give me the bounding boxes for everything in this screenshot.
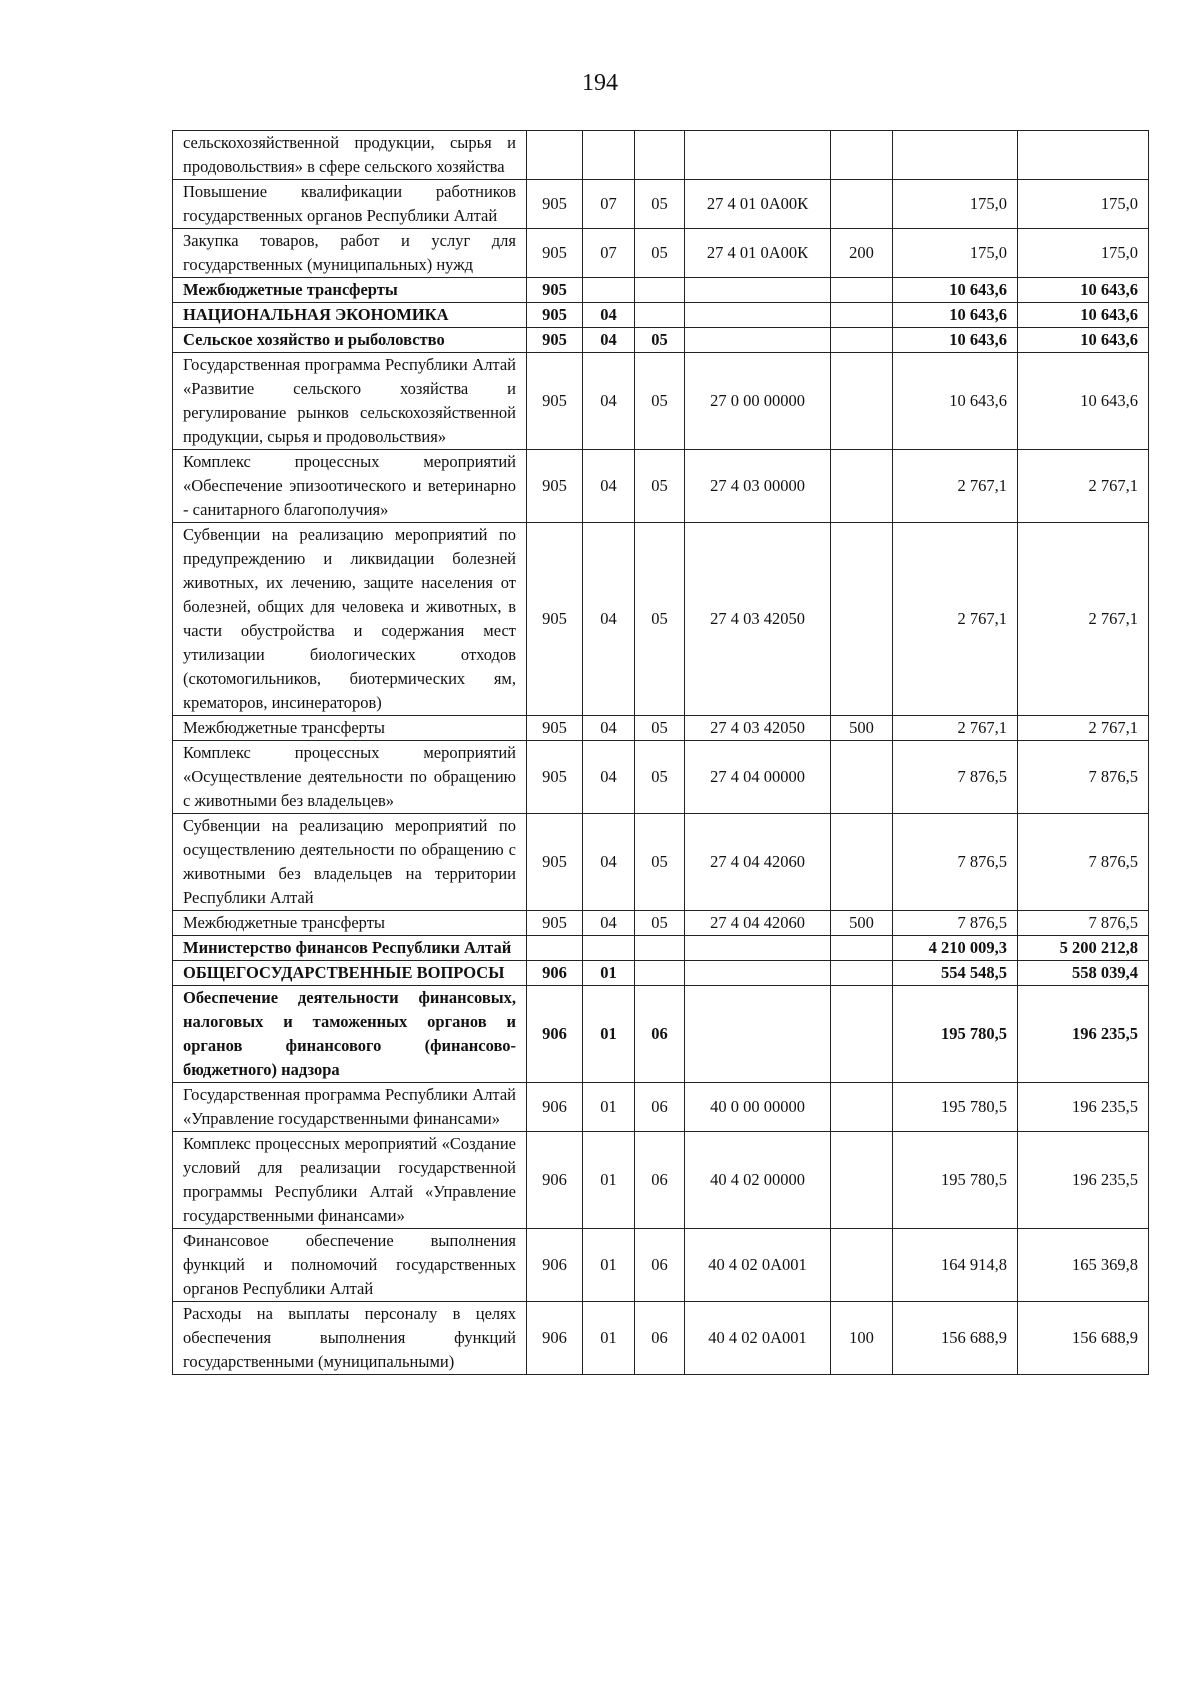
budget-table-body	[173, 131, 1149, 1375]
row-amount-year2: 175,0	[1018, 229, 1149, 278]
row-grbs-code: 905	[527, 303, 583, 328]
row-expense-type	[831, 131, 893, 180]
row-amount-year1: 10 643,6	[893, 353, 1018, 450]
table-row	[173, 1302, 1149, 1375]
table-row	[173, 814, 1149, 911]
row-section-code: 04	[583, 328, 635, 353]
row-target-article: 27 4 03 42050	[685, 523, 831, 716]
row-amount-year2	[1018, 131, 1149, 180]
row-subsection-code: 05	[635, 450, 685, 523]
table-row	[173, 1229, 1149, 1302]
row-grbs-code: 905	[527, 911, 583, 936]
table-row	[173, 523, 1149, 716]
row-expense-type	[831, 1229, 893, 1302]
row-subsection-code: 06	[635, 986, 685, 1083]
row-grbs-code	[527, 131, 583, 180]
row-grbs-code	[527, 936, 583, 961]
row-subsection-code: 05	[635, 353, 685, 450]
row-section-code: 04	[583, 303, 635, 328]
row-grbs-code: 906	[527, 1083, 583, 1132]
row-amount-year1: 2 767,1	[893, 523, 1018, 716]
table-row	[173, 353, 1149, 450]
row-amount-year2: 175,0	[1018, 180, 1149, 229]
row-target-article	[685, 328, 831, 353]
row-section-code: 07	[583, 180, 635, 229]
row-target-article	[685, 936, 831, 961]
row-grbs-code: 905	[527, 716, 583, 741]
row-amount-year1: 175,0	[893, 229, 1018, 278]
row-target-article: 27 4 01 0А00К	[685, 229, 831, 278]
row-expense-type	[831, 814, 893, 911]
row-expense-type	[831, 741, 893, 814]
row-name: Комплекс процессных мероприятий «Создание условий для реализации государственной программы Республики Алтай «Управление государственными финансами»	[173, 1132, 527, 1229]
row-amount-year1: 10 643,6	[893, 278, 1018, 303]
budget-table	[172, 130, 1149, 1375]
row-grbs-code: 905	[527, 180, 583, 229]
row-amount-year2: 5 200 212,8	[1018, 936, 1149, 961]
row-section-code: 01	[583, 1229, 635, 1302]
row-amount-year2: 10 643,6	[1018, 303, 1149, 328]
row-amount-year1: 195 780,5	[893, 1132, 1018, 1229]
row-expense-type	[831, 303, 893, 328]
row-amount-year1: 7 876,5	[893, 814, 1018, 911]
row-target-article: 27 4 01 0А00К	[685, 180, 831, 229]
row-subsection-code	[635, 131, 685, 180]
row-amount-year2: 7 876,5	[1018, 814, 1149, 911]
row-section-code: 01	[583, 1302, 635, 1375]
row-target-article	[685, 278, 831, 303]
table-row	[173, 303, 1149, 328]
row-section-code: 07	[583, 229, 635, 278]
row-section-code: 04	[583, 450, 635, 523]
row-target-article: 40 4 02 0А001	[685, 1229, 831, 1302]
row-expense-type	[831, 523, 893, 716]
row-section-code: 01	[583, 986, 635, 1083]
table-row	[173, 229, 1149, 278]
table-row	[173, 1132, 1149, 1229]
row-name: Расходы на выплаты персоналу в целях обеспечения выполнения функций государственными (муниципальными)	[173, 1302, 527, 1375]
row-name: Межбюджетные трансферты	[173, 911, 527, 936]
row-subsection-code: 05	[635, 741, 685, 814]
row-name: Субвенции на реализацию мероприятий по предупреждению и ликвидации болезней животных, их лечению, защите населения от болезней, общих для человека и животных, в части обустройства и содержания мест утилизации биологических отходов (скотомогильников, биотермических ям, крематоров, инсинераторов)	[173, 523, 527, 716]
table-row	[173, 328, 1149, 353]
row-amount-year1	[893, 131, 1018, 180]
row-expense-type	[831, 353, 893, 450]
table-row	[173, 278, 1149, 303]
row-target-article	[685, 131, 831, 180]
table-row	[173, 450, 1149, 523]
row-target-article: 27 4 03 42050	[685, 716, 831, 741]
row-grbs-code: 906	[527, 1302, 583, 1375]
table-row	[173, 986, 1149, 1083]
row-amount-year1: 195 780,5	[893, 1083, 1018, 1132]
row-target-article: 40 4 02 00000	[685, 1132, 831, 1229]
row-amount-year1: 10 643,6	[893, 328, 1018, 353]
row-name: Комплекс процессных мероприятий «Обеспечение эпизоотического и ветеринарно - санитарного благополучия»	[173, 450, 527, 523]
row-subsection-code: 05	[635, 180, 685, 229]
row-grbs-code: 906	[527, 1132, 583, 1229]
row-expense-type	[831, 936, 893, 961]
row-grbs-code: 905	[527, 328, 583, 353]
row-amount-year1: 175,0	[893, 180, 1018, 229]
row-section-code: 04	[583, 911, 635, 936]
row-name: Государственная программа Республики Алтай «Управление государственными финансами»	[173, 1083, 527, 1132]
row-target-article: 27 4 04 42060	[685, 911, 831, 936]
row-grbs-code: 906	[527, 1229, 583, 1302]
row-amount-year1: 2 767,1	[893, 716, 1018, 741]
table-row	[173, 961, 1149, 986]
row-expense-type	[831, 1132, 893, 1229]
row-name: Обеспечение деятельности финансовых, налоговых и таможенных органов и органов финансового (финансово-бюджетного) надзора	[173, 986, 527, 1083]
row-name: Межбюджетные трансферты	[173, 278, 527, 303]
row-grbs-code: 906	[527, 986, 583, 1083]
row-grbs-code: 906	[527, 961, 583, 986]
row-amount-year2: 10 643,6	[1018, 353, 1149, 450]
row-grbs-code: 905	[527, 229, 583, 278]
row-grbs-code: 905	[527, 450, 583, 523]
row-subsection-code: 06	[635, 1229, 685, 1302]
row-name: Повышение квалификации работников государственных органов Республики Алтай	[173, 180, 527, 229]
row-expense-type	[831, 986, 893, 1083]
row-amount-year1: 195 780,5	[893, 986, 1018, 1083]
row-amount-year2: 10 643,6	[1018, 328, 1149, 353]
page-number: 194	[582, 70, 618, 96]
row-amount-year2: 196 235,5	[1018, 986, 1149, 1083]
row-target-article	[685, 986, 831, 1083]
row-subsection-code: 05	[635, 814, 685, 911]
row-section-code: 01	[583, 1083, 635, 1132]
table-row	[173, 180, 1149, 229]
row-section-code: 04	[583, 716, 635, 741]
row-subsection-code: 05	[635, 523, 685, 716]
row-expense-type: 200	[831, 229, 893, 278]
row-amount-year2: 196 235,5	[1018, 1132, 1149, 1229]
row-amount-year2: 2 767,1	[1018, 716, 1149, 741]
row-amount-year2: 196 235,5	[1018, 1083, 1149, 1132]
row-amount-year1: 4 210 009,3	[893, 936, 1018, 961]
row-amount-year2: 165 369,8	[1018, 1229, 1149, 1302]
row-expense-type	[831, 328, 893, 353]
row-name: Субвенции на реализацию мероприятий по осуществлению деятельности по обращению с животными без владельцев на территории Республики Алтай	[173, 814, 527, 911]
row-amount-year2: 2 767,1	[1018, 450, 1149, 523]
row-name: Государственная программа Республики Алтай «Развитие сельского хозяйства и регулирование рынков сельскохозяйственной продукции, сырья и продовольствия»	[173, 353, 527, 450]
row-name: Финансовое обеспечение выполнения функций и полномочий государственных органов Республики Алтай	[173, 1229, 527, 1302]
row-expense-type	[831, 961, 893, 986]
row-target-article: 27 4 04 42060	[685, 814, 831, 911]
row-amount-year1: 164 914,8	[893, 1229, 1018, 1302]
row-amount-year1: 156 688,9	[893, 1302, 1018, 1375]
row-expense-type: 500	[831, 911, 893, 936]
row-section-code: 01	[583, 1132, 635, 1229]
row-target-article	[685, 961, 831, 986]
row-subsection-code: 05	[635, 911, 685, 936]
table-row	[173, 1083, 1149, 1132]
row-target-article: 27 4 03 00000	[685, 450, 831, 523]
row-name: Комплекс процессных мероприятий «Осуществление деятельности по обращению с животными без владельцев»	[173, 741, 527, 814]
row-expense-type: 500	[831, 716, 893, 741]
row-subsection-code	[635, 278, 685, 303]
row-section-code	[583, 131, 635, 180]
row-name: Сельское хозяйство и рыболовство	[173, 328, 527, 353]
row-grbs-code: 905	[527, 741, 583, 814]
row-section-code	[583, 936, 635, 961]
row-subsection-code	[635, 303, 685, 328]
row-amount-year2: 558 039,4	[1018, 961, 1149, 986]
row-expense-type: 100	[831, 1302, 893, 1375]
row-amount-year2: 7 876,5	[1018, 911, 1149, 936]
table-row	[173, 716, 1149, 741]
row-section-code: 04	[583, 523, 635, 716]
row-section-code: 04	[583, 353, 635, 450]
row-grbs-code: 905	[527, 353, 583, 450]
row-amount-year2: 7 876,5	[1018, 741, 1149, 814]
row-amount-year1: 7 876,5	[893, 741, 1018, 814]
row-target-article	[685, 303, 831, 328]
row-amount-year2: 10 643,6	[1018, 278, 1149, 303]
row-grbs-code: 905	[527, 523, 583, 716]
row-name: НАЦИОНАЛЬНАЯ ЭКОНОМИКА	[173, 303, 527, 328]
row-amount-year2: 2 767,1	[1018, 523, 1149, 716]
table-row	[173, 131, 1149, 180]
row-subsection-code: 06	[635, 1132, 685, 1229]
row-name: сельскохозяйственной продукции, сырья и продовольствия» в сфере сельского хозяйства	[173, 131, 527, 180]
row-grbs-code: 905	[527, 814, 583, 911]
row-subsection-code: 05	[635, 229, 685, 278]
row-section-code: 01	[583, 961, 635, 986]
row-target-article: 40 4 02 0А001	[685, 1302, 831, 1375]
row-subsection-code: 06	[635, 1083, 685, 1132]
row-expense-type	[831, 1083, 893, 1132]
row-amount-year1: 7 876,5	[893, 911, 1018, 936]
row-target-article: 27 4 04 00000	[685, 741, 831, 814]
row-target-article: 27 0 00 00000	[685, 353, 831, 450]
row-subsection-code: 05	[635, 716, 685, 741]
row-subsection-code	[635, 961, 685, 986]
row-section-code	[583, 278, 635, 303]
row-expense-type	[831, 180, 893, 229]
row-subsection-code: 05	[635, 328, 685, 353]
row-name: ОБЩЕГОСУДАРСТВЕННЫЕ ВОПРОСЫ	[173, 961, 527, 986]
row-section-code: 04	[583, 741, 635, 814]
row-amount-year2: 156 688,9	[1018, 1302, 1149, 1375]
row-amount-year1: 554 548,5	[893, 961, 1018, 986]
row-name: Закупка товаров, работ и услуг для государственных (муниципальных) нужд	[173, 229, 527, 278]
row-name: Межбюджетные трансферты	[173, 716, 527, 741]
row-grbs-code: 905	[527, 278, 583, 303]
row-expense-type	[831, 450, 893, 523]
row-subsection-code: 06	[635, 1302, 685, 1375]
row-name: Министерство финансов Республики Алтай	[173, 936, 527, 961]
table-row	[173, 741, 1149, 814]
table-row	[173, 911, 1149, 936]
row-target-article: 40 0 00 00000	[685, 1083, 831, 1132]
row-subsection-code	[635, 936, 685, 961]
row-section-code: 04	[583, 814, 635, 911]
row-amount-year1: 10 643,6	[893, 303, 1018, 328]
row-expense-type	[831, 278, 893, 303]
row-amount-year1: 2 767,1	[893, 450, 1018, 523]
table-row	[173, 936, 1149, 961]
